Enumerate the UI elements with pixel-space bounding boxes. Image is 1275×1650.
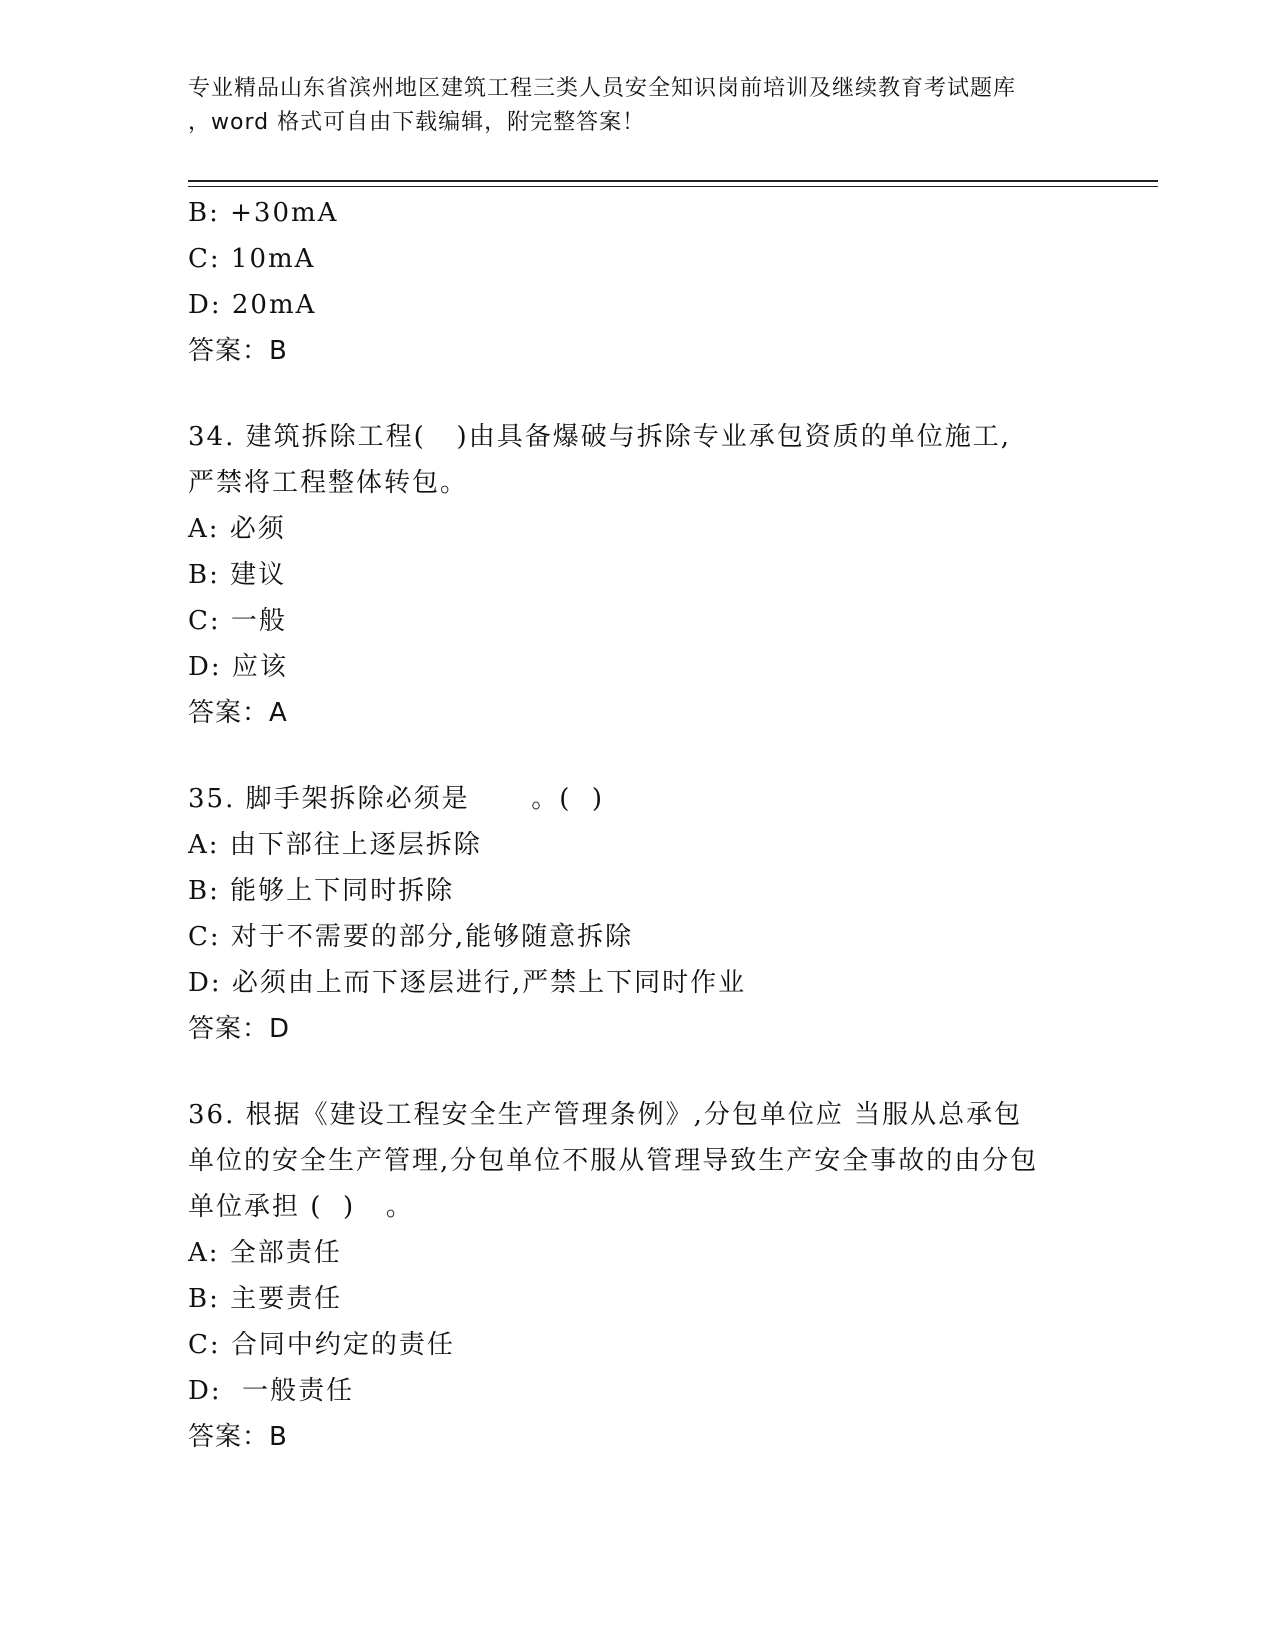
question-34 bbox=[188, 414, 1108, 736]
question-stem: 单位承担 ( ) 。 bbox=[188, 1192, 414, 1222]
option-c: C: 对于不需要的部分,能够随意拆除 bbox=[188, 922, 634, 952]
option-b: B: 主要责任 bbox=[188, 1284, 343, 1314]
option-a: A: 全部责任 bbox=[188, 1238, 342, 1268]
question-stem: 严禁将工程整体转包。 bbox=[188, 468, 469, 498]
question-stem: 36. 根据《建设工程安全生产管理条例》,分包单位应 当服从总承包 bbox=[188, 1100, 1023, 1130]
option-d: D: 20mA bbox=[188, 290, 317, 320]
question-35 bbox=[188, 776, 1108, 1052]
option-b: B: +30mA bbox=[188, 198, 339, 228]
option-a: A: 必须 bbox=[188, 514, 286, 544]
question-stem: 34. 建筑拆除工程( )由具备爆破与拆除专业承包资质的单位施工, bbox=[188, 422, 1011, 452]
option-c: C: 10mA bbox=[188, 244, 316, 274]
option-a: A: 由下部往上逐层拆除 bbox=[188, 830, 482, 860]
option-d: D: 一般责任 bbox=[188, 1376, 355, 1406]
question-stem: 单位的安全生产管理,分包单位不服从管理导致生产安全事故的由分包 bbox=[188, 1146, 1039, 1176]
option-b: B: 能够上下同时拆除 bbox=[188, 876, 455, 906]
answer-line: 答案：B bbox=[188, 336, 288, 366]
option-d: D: 必须由上而下逐层进行,严禁上下同时作业 bbox=[188, 968, 747, 998]
document-header bbox=[188, 72, 1088, 140]
answer-line: 答案：B bbox=[188, 1422, 288, 1452]
question-continued bbox=[188, 190, 1108, 374]
question-36 bbox=[188, 1092, 1108, 1460]
header-divider-thin bbox=[188, 186, 1158, 187]
header-divider bbox=[188, 180, 1158, 182]
option-c: C: 合同中约定的责任 bbox=[188, 1330, 455, 1360]
question-stem: 35. 脚手架拆除必须是 。( ) bbox=[188, 784, 605, 814]
answer-line: 答案：A bbox=[188, 698, 288, 728]
answer-line: 答案：D bbox=[188, 1014, 291, 1044]
header-title-line1: 专业精品山东省滨州地区建筑工程三类人员安全知识岗前培训及继续教育考试题库 bbox=[188, 76, 1017, 101]
option-c: C: 一般 bbox=[188, 606, 287, 636]
option-d: D: 应该 bbox=[188, 652, 288, 682]
header-title-line2: ，word 格式可自由下载编辑，附完整答案！ bbox=[188, 110, 646, 135]
question-list bbox=[188, 190, 1108, 1460]
option-b: B: 建议 bbox=[188, 560, 287, 590]
